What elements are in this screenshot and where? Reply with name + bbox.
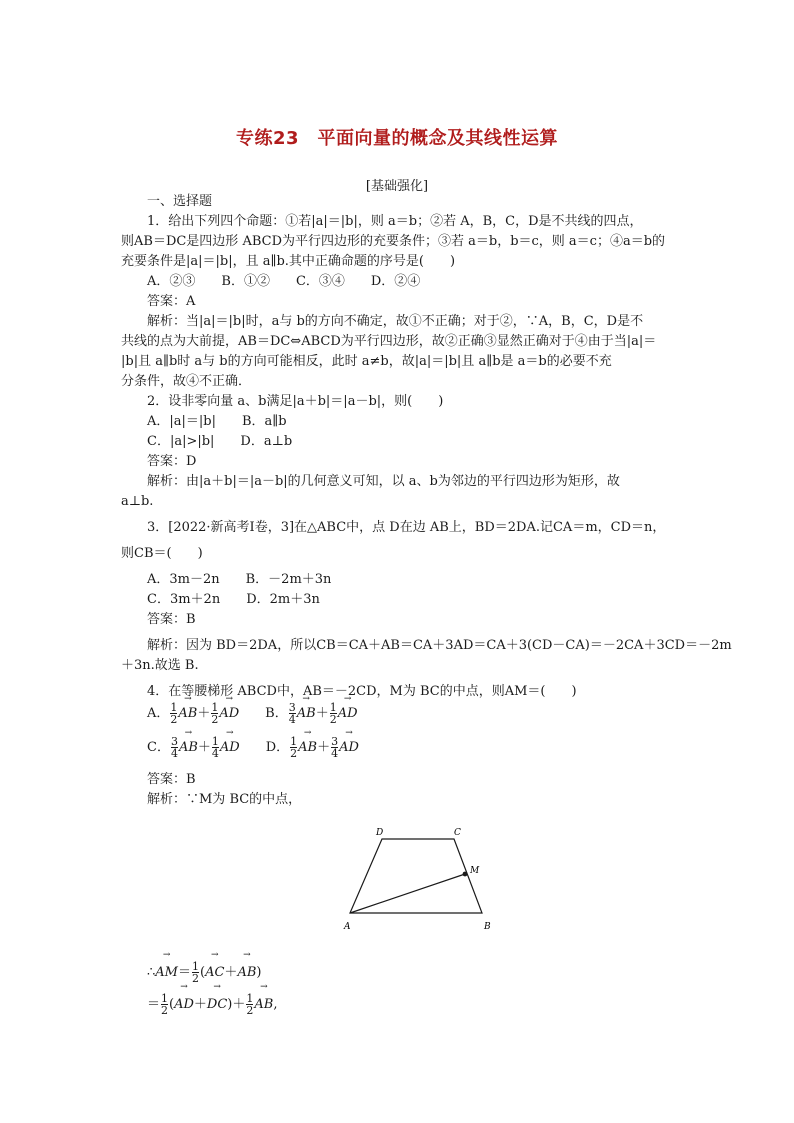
- q3-analysis-1: 解析：因为 BD＝2DA，所以CB＝CA＋AB＝CA＋3AD＝CA＋3(CD－CA)＝－2CA＋3CD＝－2m: [147, 638, 732, 653]
- q4-options-cd: C． $\frac{3}{4}$ → AB＋ $\frac{1}{4}$ → AD D． $\frac{1}{2}$ → AB＋ $\frac{3}{4}$ → AD: [147, 736, 675, 770]
- q1-line-1: 1．给出下列四个命题：①若|a|＝|b|，则 a＝b；②若 A，B，C，D是不共线的四点，: [147, 214, 643, 229]
- q1-analysis-3: |b|且 a∥b时 a与 b的方向可能相反，此时 a≠b，故|a|＝|b|且 a∥b是 a＝b的必要不充: [121, 354, 612, 369]
- q4-line-1: 4．在等腰梯形 ABCD中，AB＝－2CD，M为 BC的中点，则AM＝( ): [147, 684, 577, 699]
- q3-analysis-2: ＋3n.故选 B.: [121, 658, 199, 673]
- q1-options: A．②③ B．①② C．③④ D．②④: [147, 274, 421, 289]
- main-content: [121, 192, 732, 810]
- label-b: B: [484, 922, 491, 932]
- q4-working: [147, 960, 675, 1024]
- q3-options-ab: A．3m－2n B．－2m＋3n: [147, 572, 332, 587]
- q4-answer: 答案：B: [147, 772, 196, 787]
- q2-options-ab: A．|a|＝|b| B．a∥b: [147, 414, 287, 429]
- segment-am: [350, 874, 465, 913]
- q3-options-cd: C．3m＋2n D．2m＋3n: [147, 592, 320, 607]
- q3-line-1: 3．[2022·新高考Ⅰ卷，3]在△ABC中，点 D在边 AB上，BD＝2DA.记CA＝m，CD＝n，: [147, 520, 666, 535]
- part-heading: 一、选择题: [147, 194, 213, 209]
- q3-line-2: 则CB＝( ): [121, 546, 203, 561]
- q2-analysis-2: a⊥b.: [121, 494, 154, 509]
- point-m: [463, 872, 468, 877]
- q1-line-2: 则AB＝DC是四边形 ABCD为平行四边形的充要条件；③若 a＝b，b＝c，则 a＝c；④a＝b的: [121, 234, 666, 249]
- label-d: D: [376, 828, 384, 838]
- q2-analysis-1: 解析：由|a＋b|＝|a－b|的几何意义可知，以 a、b为邻边的平行四边形为矩形，故: [147, 474, 620, 489]
- q1-line-3: 充要条件是|a|＝|b|，且 a∥b.其中正确命题的序号是( ): [121, 254, 456, 269]
- q4-working-2: ＝ $\frac{1}{2}$ (→ AD＋→ DC)＋ $\frac{1}{2}$ → AB,: [147, 992, 675, 1024]
- q4-options-ab: A． $\frac{1}{2}$ → AB＋ $\frac{1}{2}$ → AD B． $\frac{3}{4}$ → AB＋ $\frac{1}{2}$ → AD: [147, 702, 675, 736]
- q2-options-cd: C．|a|>|b| D．a⊥b: [147, 434, 293, 449]
- section-label: [基础强化]: [365, 179, 429, 194]
- q1-analysis-4: 分条件，故④不正确．: [121, 374, 252, 389]
- label-c: C: [454, 828, 461, 838]
- q1-analysis-1: 解析：当|a|＝|b|时，a与 b的方向不确定，故①不正确；对于②，∵A，B，C，D是不: [147, 314, 644, 329]
- q1-analysis-2: 共线的点为大前提，AB＝DC⇔ABCD为平行四边形，故②正确③显然正确对于④由于当|a|＝: [121, 334, 657, 349]
- q1-answer: 答案：A: [147, 294, 196, 309]
- q2-answer: 答案：D: [147, 454, 197, 469]
- label-m: M: [470, 866, 480, 876]
- trapezoid-shape: [350, 839, 482, 913]
- q3-answer: 答案：B: [147, 612, 196, 627]
- q2-line-1: 2．设非零向量 a、b满足|a＋b|＝|a－b|，则( ): [147, 394, 444, 409]
- q4-analysis-1: 解析：∵M为 BC的中点，: [147, 792, 302, 807]
- q4-working-1: ∴→ AM＝ $\frac{1}{2}$ (→ AC＋→ AB): [147, 960, 675, 992]
- trapezoid-figure: [336, 825, 496, 935]
- label-a: A: [344, 922, 351, 932]
- page-title: 专练23 平面向量的概念及其线性运算: [235, 128, 559, 149]
